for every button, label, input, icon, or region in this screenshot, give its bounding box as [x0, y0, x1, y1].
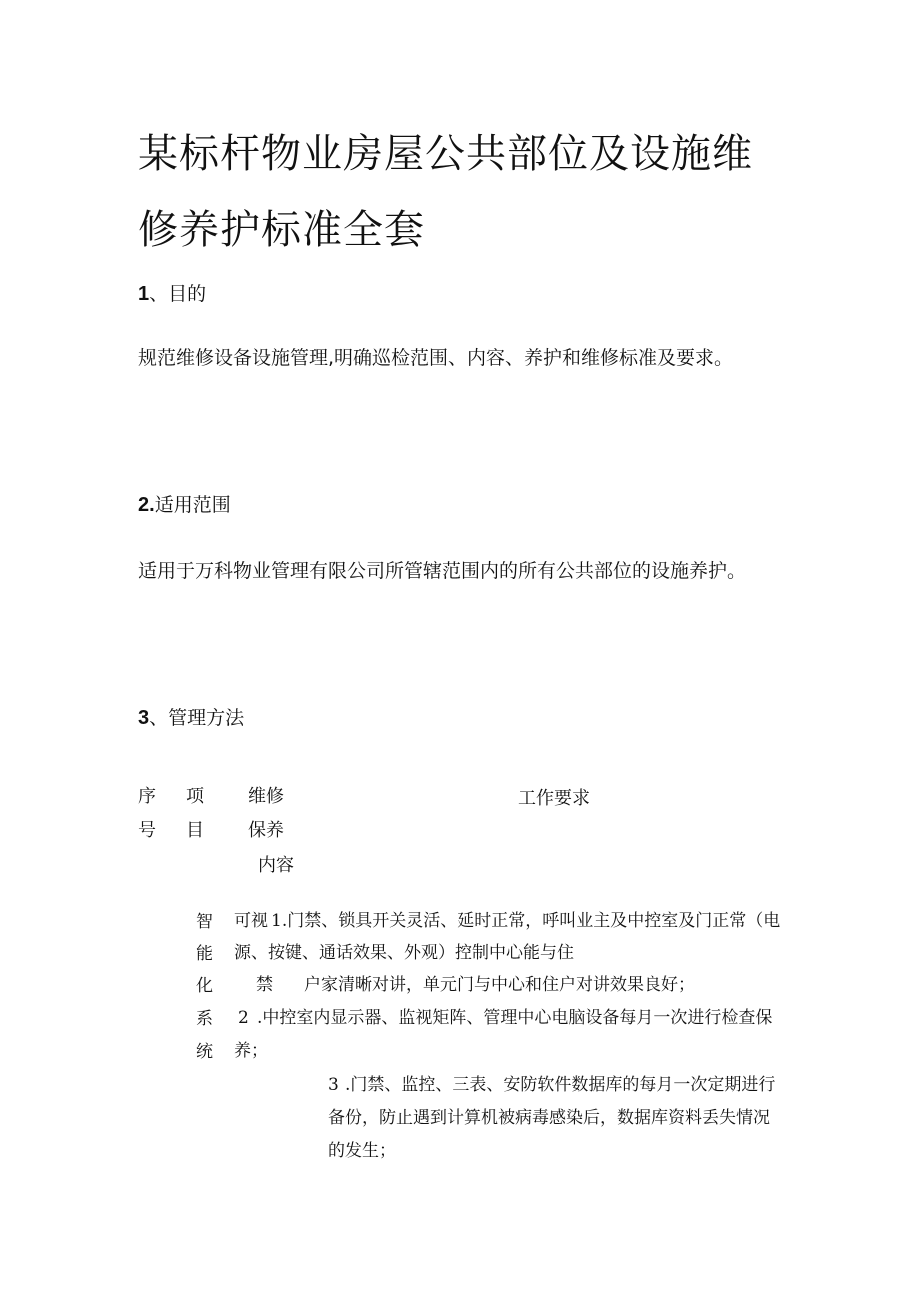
row-item-char-1: 智: [196, 912, 213, 932]
section-1-heading: [138, 282, 206, 306]
header-content-1: 维修: [248, 786, 284, 807]
row-req1-line-3: 户家清晰对讲，单元门与中心和住户对讲效果良好；: [304, 975, 695, 995]
row-req1-line-2: 源、按键、通话效果、外观）控制中心能与住: [234, 943, 574, 963]
section-2-number: 2.: [138, 494, 155, 516]
section-2-body: 适用于万科物业管理有限公司所管辖范围内的所有公共部位的设施养护。: [138, 560, 747, 582]
row-content-mid: 禁: [256, 975, 273, 995]
section-3-heading: [138, 706, 244, 730]
row-req3-line-3: 的发生；: [328, 1141, 396, 1161]
row-item-char-5: 统: [196, 1042, 213, 1062]
section-1-body: 规范维修设备设施管理,明确巡检范围、内容、养护和维修标准及要求。: [138, 347, 734, 369]
document-title-line-1: 某标杆物业房屋公共部位及设施维: [138, 131, 753, 177]
header-content-2: 保养: [248, 820, 284, 841]
section-3-number: 3: [138, 707, 150, 729]
row-item-char-4: 系: [196, 1009, 213, 1029]
section-2-heading: [138, 493, 231, 517]
section-1-number: 1: [138, 283, 150, 305]
row-req2-line-1: .中控室内显示器、监视矩阵、管理中心电脑设备每月一次进行检查保: [257, 1008, 773, 1028]
row-req1-line-1: 1.门禁、锁具开关灵活、延时正常，呼叫业主及中控室及门正常（电: [271, 911, 781, 931]
section-1-label: 、目的: [149, 283, 207, 305]
row-req3-line-1: .门禁、监控、三表、安防软件数据库的每月一次定期进行: [345, 1075, 776, 1095]
section-3-label: 、管理方法: [149, 707, 245, 729]
row-req2-number: 2: [238, 1008, 249, 1028]
section-2-label: 适用范围: [154, 494, 231, 516]
row-req3-line-2: 备份，防止遇到计算机被病毒感染后，数据库资料丢失情况: [328, 1108, 770, 1128]
document-title-line-2: 修养护标准全套: [138, 207, 425, 253]
header-item-top: 项: [186, 786, 204, 807]
row-req3-number: 3: [328, 1075, 339, 1095]
header-seq-top: 序: [138, 786, 156, 807]
header-seq-bottom: 号: [138, 820, 156, 841]
header-requirements: 工作要求: [518, 788, 590, 809]
header-content-3: 内容: [258, 855, 294, 876]
row-item-char-2: 能: [196, 944, 213, 964]
header-item-bottom: 目: [186, 820, 204, 841]
row-item-char-3: 化: [196, 976, 213, 996]
row-content-top: 可视: [234, 911, 268, 931]
row-req2-line-2: 养；: [234, 1041, 268, 1061]
